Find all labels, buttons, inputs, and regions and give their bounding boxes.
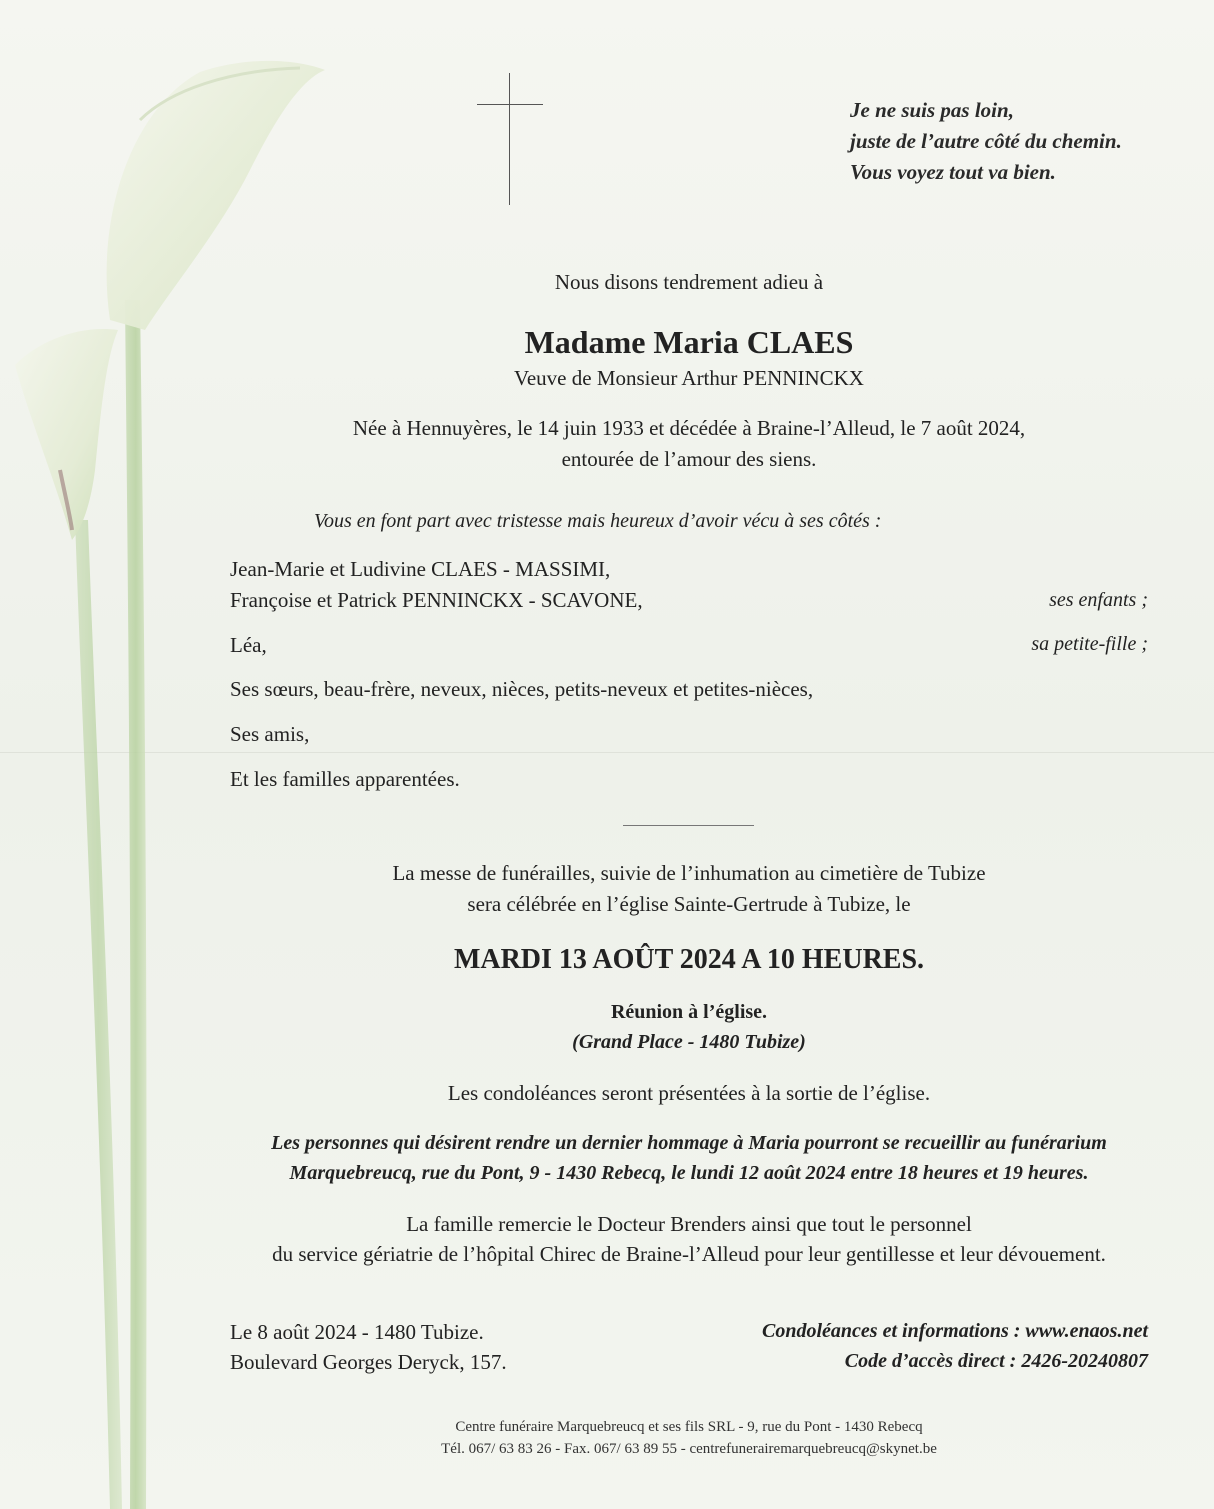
surrounded: entourée de l’amour des siens. <box>561 447 817 471</box>
calla-lily-illustration <box>0 0 340 1509</box>
announce-text: Vous en font part avec tristesse mais heureux d’avoir vécu à ses côtés : <box>314 510 882 532</box>
poem-line: Vous voyez tout va bien. <box>850 160 1056 184</box>
funeral-home-line-2: Tél. 067/ 63 83 26 - Fax. 067/ 63 89 55 - centrefunerairemarquebreucq@skynet.be <box>441 1441 937 1457</box>
children-line-1: Jean-Marie et Ludivine CLAES - MASSIMI, <box>230 557 611 581</box>
thanks-line-2: du service gériatrie de l’hôpital Chirec de Braine-l’Alleud pour leur gentillesse et leur dévouement. <box>272 1242 1106 1266</box>
funerarium-line-2: Marquebreucq, rue du Pont, 9 - 1430 Rebecq, le lundi 12 août 2024 entre 18 heures et 19 heures. <box>289 1162 1089 1184</box>
children-line-2: Françoise et Patrick PENNINCKX - SCAVONE, <box>230 588 643 612</box>
footer-address: Boulevard Georges Deryck, 157. <box>230 1350 507 1374</box>
condolences-website: Condoléances et informations : www.enaos.net <box>762 1320 1148 1342</box>
children-role: ses enfants ; <box>1049 589 1148 611</box>
poem-line: juste de l’autre côté du chemin. <box>850 129 1122 153</box>
thanks-line-1: La famille remercie le Docteur Brenders ainsi que tout le personnel <box>406 1212 972 1236</box>
deceased-name: Madame Maria CLAES <box>524 324 854 360</box>
funeral-home-line-1: Centre funéraire Marquebreucq et ses fils SRL - 9, rue du Pont - 1430 Rebecq <box>455 1419 923 1435</box>
ceremony-date: MARDI 13 AOÛT 2024 A 10 HEURES. <box>453 944 925 975</box>
ceremony-line-1: La messe de funérailles, suivie de l’inhumation au cimetière de Tubize <box>392 861 986 885</box>
ceremony-line-2: sera célébrée en l’église Sainte-Gertrude à Tubize, le <box>467 892 911 916</box>
granddaughter: Léa, <box>230 633 267 657</box>
condolences-text: Les condoléances seront présentées à la sortie de l’église. <box>447 1081 931 1105</box>
birth-death: Née à Hennuyères, le 14 juin 1933 et décédée à Braine-l’Alleud, le 7 août 2024, <box>352 416 1026 440</box>
cross-icon <box>477 73 543 205</box>
granddaughter-role: sa petite-fille ; <box>1031 633 1148 655</box>
footer-date-place: Le 8 août 2024 - 1480 Tubize. <box>230 1320 484 1344</box>
funerarium-line-1: Les personnes qui désirent rendre un dernier hommage à Maria pourront se recueillir au funérarium <box>271 1132 1107 1154</box>
meeting-address: (Grand Place - 1480 Tubize) <box>572 1031 806 1053</box>
poem-line: Je ne suis pas loin, <box>850 98 1014 122</box>
poem <box>850 95 1122 188</box>
relatives: Et les familles apparentées. <box>230 767 460 791</box>
separator <box>623 825 754 826</box>
access-code: Code d’accès direct : 2426-20240807 <box>844 1350 1148 1372</box>
widow-of: Veuve de Monsieur Arthur PENNINCKX <box>514 366 864 390</box>
intro-text: Nous disons tendrement adieu à <box>554 270 824 294</box>
meeting-text: Réunion à l’église. <box>610 1001 768 1023</box>
friends: Ses amis, <box>230 722 310 746</box>
siblings: Ses sœurs, beau-frère, neveux, nièces, petits-neveux et petites-nièces, <box>230 677 814 701</box>
